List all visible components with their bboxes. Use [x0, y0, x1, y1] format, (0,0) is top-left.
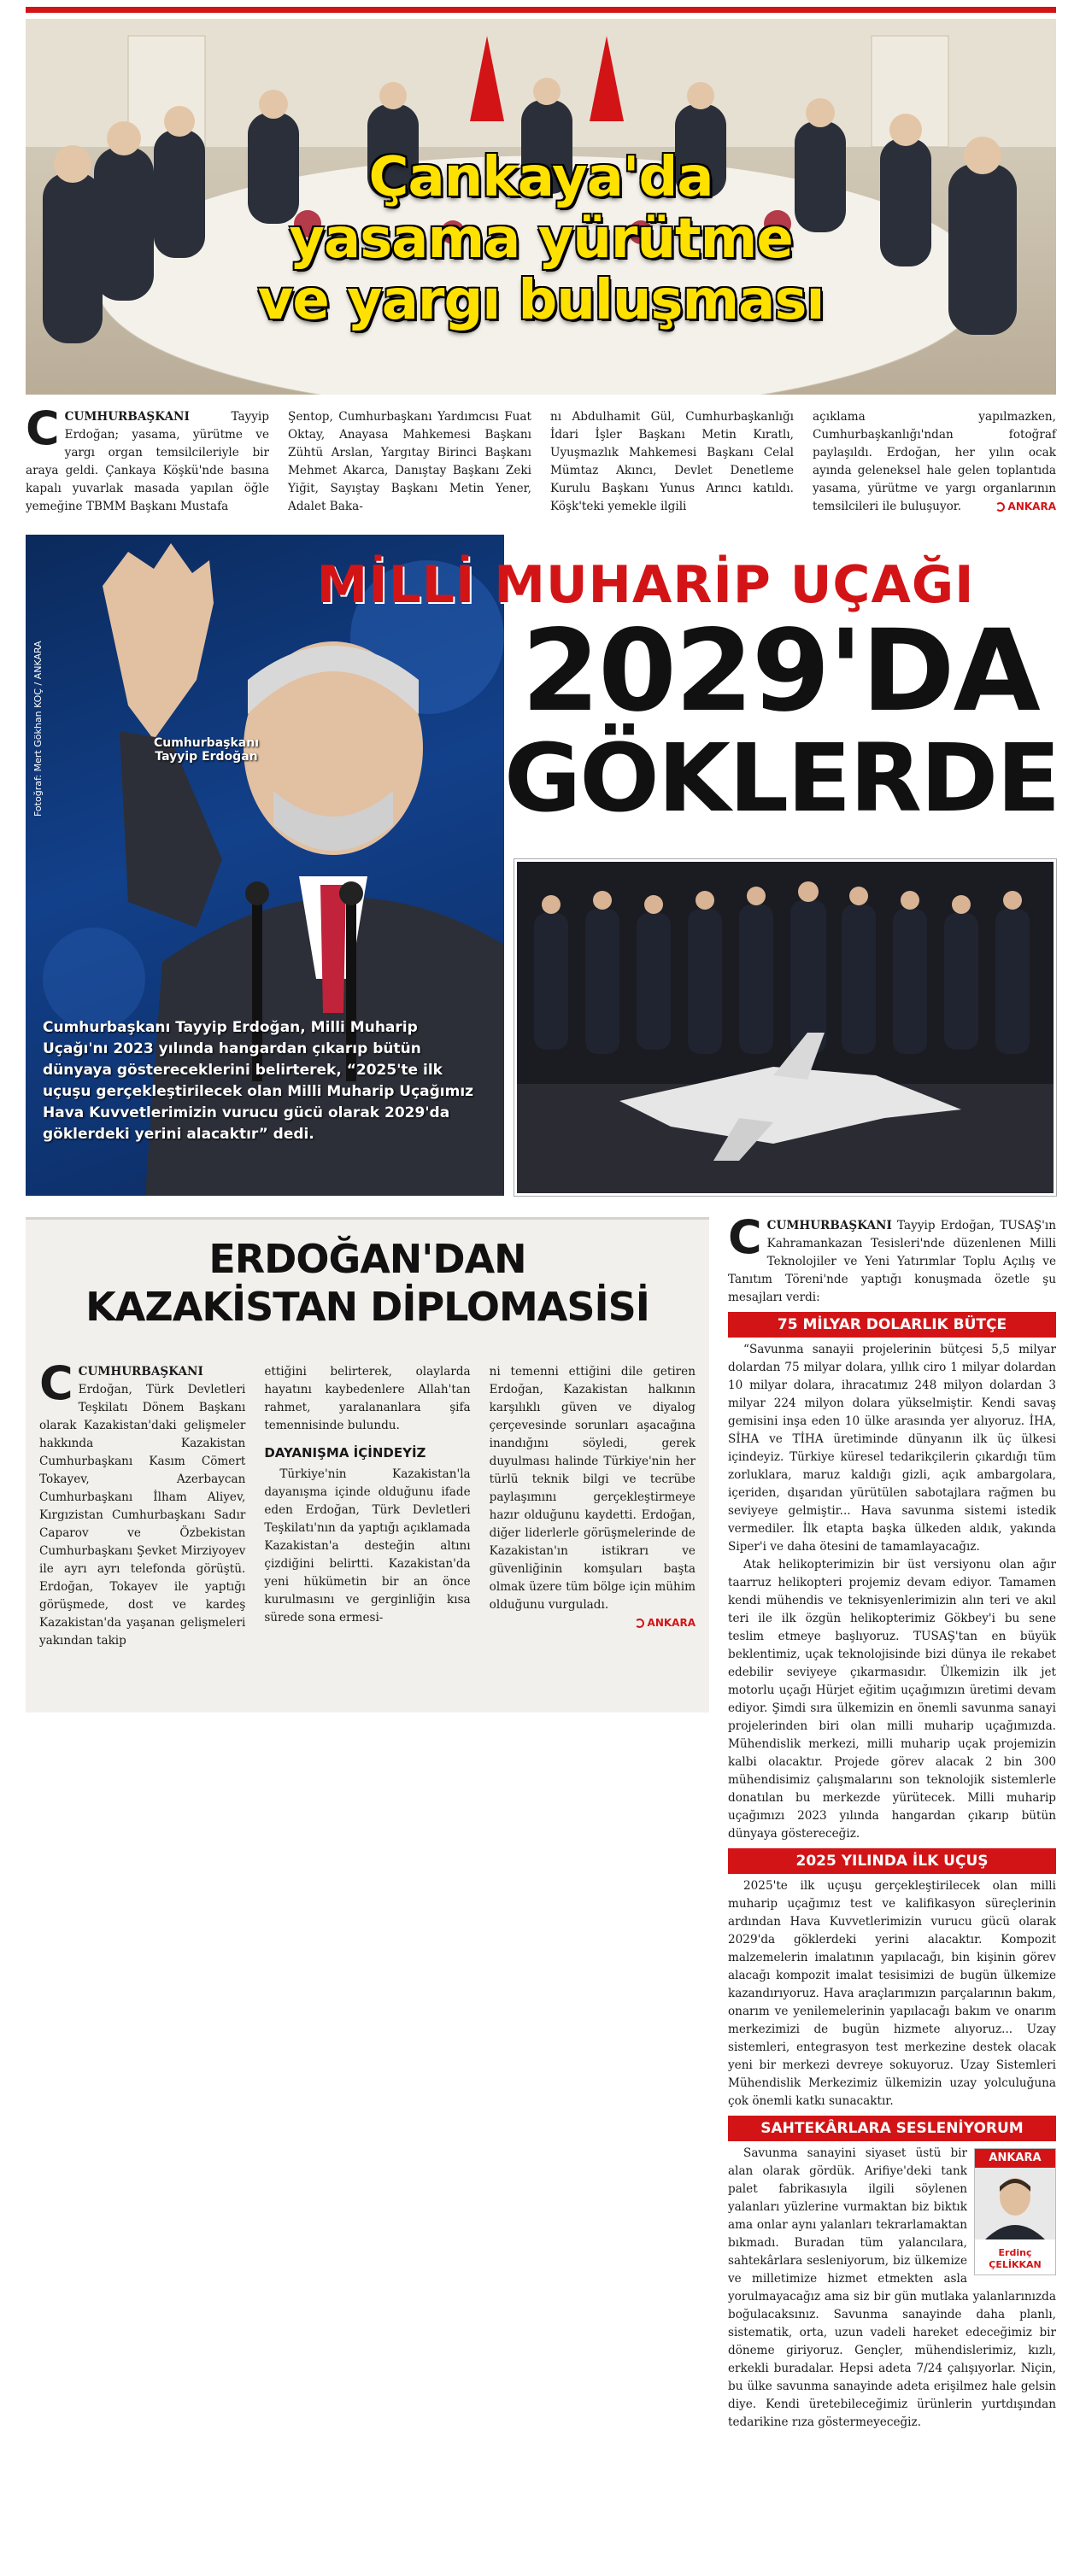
- story1-text: [26, 401, 1056, 524]
- source-icon: [995, 502, 1005, 512]
- photo-credit: Fotoğraf: Mert Gökhan KOÇ / ANKARA: [32, 641, 44, 817]
- byline-name-line2: ÇELİKKAN: [989, 2259, 1042, 2270]
- event-photo: [514, 859, 1056, 1196]
- story4-p1: “Savunma sanayii projelerinin bütçesi 5,5 milyar dolardan 75 milyar dolara, yıllık ciro 1 milyar dolardan 10 milyar dolara, ihracatımız 248 milyon dolardan 3 milyar 224 milyon dolara yükselmiştir. Kendi savaş gemisini inşa eden 10 ülke arasında yer alıyoruz. İHA, SİHA ve TİHA üretiminde dünyanın ilk üç ülkesi içindeyiz. Türkiye küresel tedarikçilerin çıkardığı tüm zorluklara, maruz kaldığı gizli, açık ambargolara, içeriden, dışarıdan yürütülen sabotajlara rağmen bu seviyeye gelmiştir... Hava savunma sistemi istedik vermediler. İlk etapta başka ülkeden aldık, yakında Siper'i ve daha ötesini de tamamlayacağız.: [728, 1343, 1056, 1554]
- story4-intro-text: Tayyip Erdoğan, TUSAŞ'ın Kahramankazan Tesisleri'nde düzenlenen Milli Teknolojiler ve Yeni Yatırımlar Toplu Açılış ve Tanıtım Töreni'nde yaptığı konuşmada özetle şu mesajları verdi:: [728, 1219, 1056, 1304]
- portrait-photo: [26, 535, 504, 1196]
- story3-text: [39, 1356, 696, 1705]
- story4-subhead3: SAHTEKÂRLARA SESLENİYORUM: [728, 2116, 1056, 2141]
- story1-source-label: ANKARA: [1007, 501, 1056, 512]
- story3-lead: CUMHURBAŞKANI: [78, 1365, 203, 1379]
- portrait-caption: [154, 736, 259, 764]
- story3-headline-line2: KAZAKİSTAN DİPLOMASİSİ: [85, 1284, 649, 1330]
- story2-headline-line2: 2029'DA: [521, 606, 1039, 737]
- story3-col2b: Türkiye'nin Kazakistan'la dayanışma içinde olduğunu ifade eden Erdoğan, Türk Devletleri Teşkilatı'nın da yaptığı açıklamada Kazakistan'a desteğin altını çizdiğini belirtti. Kazakistan'da yeni hükümetin bir an önce kurulmasını ve gerginliğin kısa sürede sona ermesi-: [264, 1467, 471, 1625]
- story2-headline-line1: MİLLİ MUHARİP UÇAĞI: [316, 555, 975, 615]
- story1-headline-line2: yasama yürütme: [289, 208, 793, 271]
- story2-summary: Cumhurbaşkanı Tayyip Erdoğan, Milli Muharip Uçağı'nı 2023 yılında hangardan çıkarıp bütün dünyaya göstereceklerini belirterek, “2025'te ilk uçuşu gerçekleştirilecek olan Milli Muharip Uçağımız Hava Kuvvetlerimizin vurucu gücü olarak 2029'da göklerdeki yerini alacaktır” dedi.: [43, 1019, 474, 1143]
- story1-headline-line3: ve yargı buluşması: [257, 269, 825, 332]
- story3-col3-text: ni temenni ettiğini dile getiren Erdoğan, Kazakistan halkının karşılıklı güven ve diyalog çerçevesinde sorunları aşacağına inandığını söyledi, gerek duyulması halinde Türkiye'nin her türlü teknik bilgi ve tecrübe paylaşımını gerçekleştirmeye hazır olduğunu kaydetti. Erdoğan, diğer liderlerle görüşmelerinde de Kazakistan'ın istikrarı ve güvenliğinin komşuları başta olmak üzere tüm bölge için mühim olduğunu vurguladı.: [489, 1365, 696, 1612]
- story3-col1-text: Erdoğan, Türk Devletleri Teşkilatı Dönem Başkanı olarak Kazakistan'daki gelişmeler hakkında Kazakistan Cumhurbaşkanı Kasım Cömert Tokayev, Azerbaycan Cumhurbaşkanı İlham Aliyev, Kırgızistan Cumhurbaşkanı Sadır Caparov ve Özbekistan Cumhurbaşkanı Şevket Mirziyoyev ile ayrı ayrı telefonda görüştü. Erdoğan, Tokayev ile yaptığı görüşmede, dost ve kardeş Kazakistan'da yaşanan gelişmeleri yakından takip: [39, 1383, 246, 1648]
- story4-p4: [728, 2145, 1056, 2432]
- byline-name: [975, 2245, 1055, 2274]
- story4-subhead1: 75 MİLYAR DOLARLIK BÜTÇE: [728, 1312, 1056, 1338]
- story4-p2: Atak helikopterimizin bir üst versiyonu olan ağır taarruz helikopteri projemiz devam ediyor. Tamamen kendi mühendis ve teknisyenlerimizin alın teri ve akıl teri ile ilk özgün helikopterimiz Gökbey'i bu sene teslim etmeye başlıyoruz. TUSAŞ'tan en büyük beklentimiz, uçak teknolojisinde bizi dünya ile rekabet edebilir seviyeye çıkarmasıdır. Ülkemizin ilk jet motorlu uçağı Hürjet eğitim uçağımızın üretimi devam ediyor. Şimdi sıra ülkemizin en önemli savunma sanayi projelerinden biri olan milli muharip uçağımızda. Mühendislik merkezi, milli muharip uçak projemizin kalbi olacaktır. Projede görev alacak 2 bin 300 mühendisimiz çalışmalarını son teknolojik sistemlerle donatılan bu merkezde yürütecek. Milli muharip uçağımızı 2023 yılında hangardan çıkarıp bütün dünyaya göstereceğiz.: [728, 1558, 1056, 1841]
- story3-source-label: ANKARA: [647, 1617, 696, 1629]
- story4-dropcap: C: [728, 1210, 762, 1264]
- story1-col4: [813, 408, 1056, 524]
- byline-box: [974, 2148, 1056, 2275]
- top-red-rule: [26, 7, 1056, 13]
- story4-column: [728, 1210, 1056, 2567]
- story1-col4-text: açıklama yapılmazken, Cumhurbaşkanlığı'ndan fotoğraf paylaşıldı. Erdoğan, her yılın ocak ayında geleneksel hale gelen toplantıda yasama, yürütme ve yargı organlarının temsilcileri ile buluşuyor.: [813, 410, 1056, 513]
- story3-col3: [490, 1363, 696, 1705]
- byline-photo: [975, 2168, 1055, 2239]
- story1-col1: [26, 401, 269, 524]
- story4-subhead2: 2025 YILINDA İLK UÇUŞ: [728, 1848, 1056, 1874]
- aircraft-event-illustration: [517, 862, 1056, 1196]
- portrait-caption-line2: Tayyip Erdoğan: [155, 750, 258, 764]
- story3-col2: [264, 1363, 470, 1705]
- byline-city: ANKARA: [975, 2149, 1055, 2168]
- story1-dropcap: C: [26, 401, 60, 455]
- story4-p4-text: Savunma sanayini siyaset üstü bir alan olarak gördük. Arifiye'deki tank palet fabrikasıyla ilgili söylenen yalanları yüzlerine vurmaktan biz biktık ama onlar aynı yalanları tekrarlamaktan bıkmadı. Buradan tüm yalancılara, sahtekârlara sesleniyorum, biz ülkemize ve milletimize hizmet etmekten asla yorulmayacağız ama siz bir gün mutlaka yalanlarınızda boğulacaksınız. Savunma sanayinde daha planlı, sistematik, orta, uzun vadeli hareket edeceğimiz bir döneme giriyoruz. Gençler, mühendislerimiz, kızlı, erkekli buradalar. Hepsi adeta 7/24 çalışıyorlar. Niçin, bu ülke savunma sanayinde adeta erişilmez hale gelsin diye. Kendi üretebileceğimiz ürünlerin yurtdışından tedarikine rıza göstermeyeceğiz.: [728, 2146, 1056, 2429]
- story1-col2: Şentop, Cumhurbaşkanı Yardımcısı Fuat Oktay, Anayasa Mahkemesi Başkanı Zühtü Arslan, Yargıtay Birinci Başkanı Mehmet Akarca, Danıştay Başkanı Zeki Yiğit, Sayıştay Başkanı Metin Yener, Adalet Baka-: [288, 410, 531, 513]
- source-icon: [635, 1619, 644, 1628]
- byline-name-line1: Erdinç: [998, 2247, 1032, 2258]
- story3-dropcap: C: [39, 1356, 73, 1410]
- story3-source: [635, 1614, 696, 1632]
- story3-headline-line1: ERDOĞAN'DAN: [208, 1236, 526, 1282]
- story1-lead: CUMHURBAŞKANI: [64, 410, 190, 424]
- story2-block: [26, 535, 1059, 1196]
- story3-col1: [39, 1356, 246, 1705]
- story3-subhead: DAYANIŞMA İÇİNDEYİZ: [264, 1445, 426, 1461]
- story1-headline-line1: Çankaya'da: [368, 146, 713, 209]
- story1-source: [995, 498, 1056, 516]
- story1-photo: [26, 19, 1056, 395]
- story4-lead: CUMHURBAŞKANI: [766, 1219, 892, 1232]
- story3-col2a: ettiğini belirterek, olaylarda hayatını kaybedenlere Allah'tan rahmet, yaralananlara şifa temennisinde bulundu.: [264, 1365, 471, 1432]
- story4-p3: 2025'te ilk uçuşu gerçekleştirilecek olan milli muharip uçağımız test ve kalifikasyon süreçlerinin ardından Hava Kuvvetlerimizin vurucu gücü olarak 2029'da göklerdeki yerini alacaktır. Kompozit malzemelerin imalatının yapılacağı, bin kişinin görev alacağı kompozit imalat tesisimizi de bugün ülkemize kazandırıyoruz. Hava araçlarımızın parçalarının bakım, onarım ve yenilemelerinin yapılacağı bakım ve onarım merkezimizi de bugün hizmete alıyoruz... Uzay sistemleri, entegrasyon test merkezine destek olacak yeni bir merkezi devreye sokuyoruz. Uzay Sistemleri Mühendislik Merkezimiz ülkemizin uzay yolculuğuna çok önemli katkı sunacaktır.: [728, 1879, 1056, 2108]
- story1-col1-text: Tayyip Erdoğan; yasama, yürütme ve yargı organ temsilcileriyle bir araya geldi. Çankaya Köşkü'nde basına kapalı yuvarlak masada yapılan öğle yemeğine TBMM Başkanı Mustafa: [26, 410, 269, 513]
- portrait-caption-line1: Cumhurbaşkanı: [154, 736, 259, 750]
- story2-headline-line3: GÖKLERDE: [504, 723, 1059, 833]
- story3-headline: [26, 1235, 709, 1331]
- story1-col3: nı Abdulhamit Gül, Cumhurbaşkanlığı İdari İşler Başkanı Metin Kıratlı, Uyuşmazlık Mahkemesi Başkanı Celal Mümtaz Akıncı, Devlet Denetleme Kurulu Başkanı Yunus Arıncı katıldı. Köşk'teki yemekle ilgili: [550, 410, 794, 513]
- story3-box: [26, 1217, 709, 1712]
- story4-intro: [728, 1210, 1056, 1307]
- story1-headline: [26, 147, 1056, 331]
